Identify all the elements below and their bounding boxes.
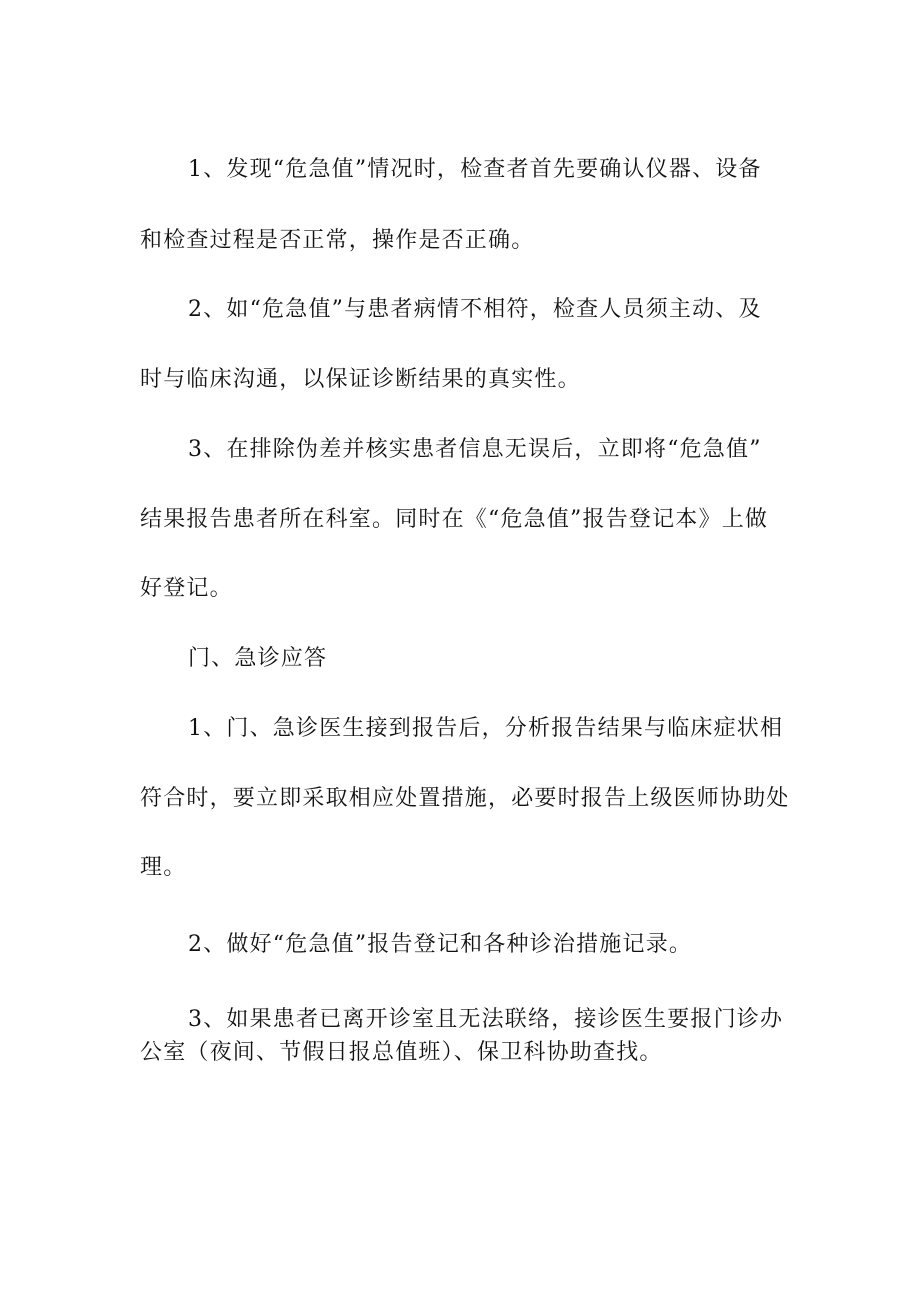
paragraph-2-line-1: 2、如“危急值”与患者病情不相符，检查人员须主动、及 [188, 297, 762, 322]
section-heading: 门、急诊应答 [188, 646, 328, 671]
paragraph-3-line-3: 好登记。 [140, 576, 233, 601]
paragraph-4-line-3: 理。 [140, 855, 187, 880]
paragraph-4-line-2: 符合时，要立即采取相应处置措施，必要时报告上级医师协助处 [140, 786, 790, 811]
paragraph-6-line-2: 公室（夜间、节假日报总值班）、保卫科协助查找。 [140, 1040, 663, 1065]
paragraph-4-line-1: 1、门、急诊医生接到报告后，分析报告结果与临床症状相 [188, 716, 784, 741]
paragraph-6-line-1: 3、如果患者已离开诊室且无法联络，接诊医生要报门诊办 [188, 1007, 784, 1032]
paragraph-5-line-1: 2、做好“危急值”报告登记和各种诊治措施记录。 [188, 932, 693, 957]
paragraph-1-line-1: 1、发现“危急值”情况时，检查者首先要确认仪器、设备 [188, 157, 762, 182]
paragraph-1-line-2: 和检查过程是否正常，操作是否正确。 [140, 228, 535, 253]
paragraph-3-line-2: 结果报告患者所在科室。同时在《“危急值”报告登记本》上做 [140, 507, 769, 532]
paragraph-2-line-2: 时与临床沟通，以保证诊断结果的真实性。 [140, 367, 581, 392]
paragraph-3-line-1: 3、在排除伪差并核实患者信息无误后，立即将“危急值” [188, 437, 762, 462]
